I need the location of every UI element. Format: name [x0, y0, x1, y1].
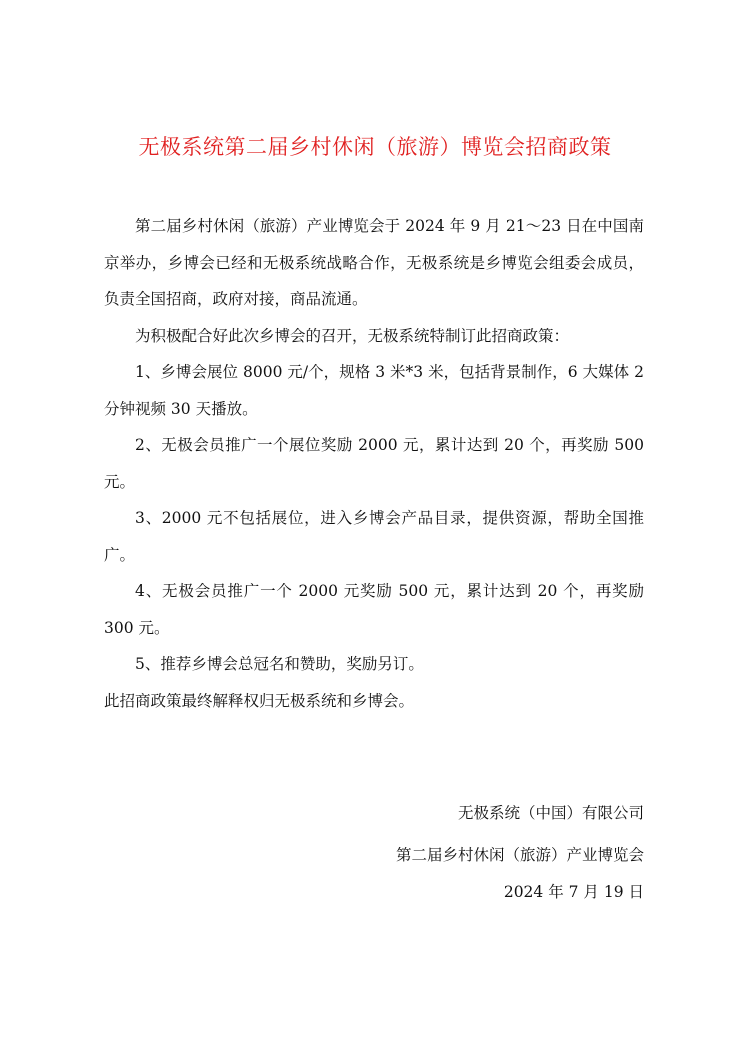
- intro-paragraph: 第二届乡村休闲（旅游）产业博览会于 2024 年 9 月 21～23 日在中国南京举办，乡博会已经和无极系统战略合作，无极系统是乡博览会组委会成员，负责全国招商，政府对接，商品流通。: [104, 217, 644, 308]
- policy-item-1: 1、乡博会展位 8000 元/个，规格 3 米*3 米，包括背景制作，6 大媒体 2 分钟视频 30 天播放。: [104, 363, 644, 418]
- purpose-paragraph: 为积极配合好此次乡博会的召开，无极系统特制订此招商政策：: [135, 326, 570, 345]
- signature-org-2: 第二届乡村休闲（旅游）产业博览会: [395, 846, 644, 864]
- signature-date: 2024 年 7 月 19 日: [503, 883, 644, 901]
- document-body: [104, 208, 644, 719]
- signature-org-1: 无极系统（中国）有限公司: [457, 804, 644, 822]
- policy-item-2: 2、无极会员推广一个展位奖励 2000 元，累计达到 20 个，再奖励 500 元。: [104, 436, 644, 491]
- closing-paragraph: 此招商政策最终解释权归无极系统和乡博会。: [104, 691, 415, 710]
- policy-item-4: 4、无极会员推广一个 2000 元奖励 500 元，累计达到 20 个，再奖励 300 元。: [104, 582, 644, 637]
- policy-item-3: 3、2000 元不包括展位，进入乡博会产品目录，提供资源，帮助全国推广。: [104, 509, 644, 564]
- document-title: 无极系统第二届乡村休闲（旅游）博览会招商政策: [138, 135, 612, 159]
- policy-item-5: 5、推荐乡博会总冠名和赞助，奖励另订。: [135, 655, 424, 673]
